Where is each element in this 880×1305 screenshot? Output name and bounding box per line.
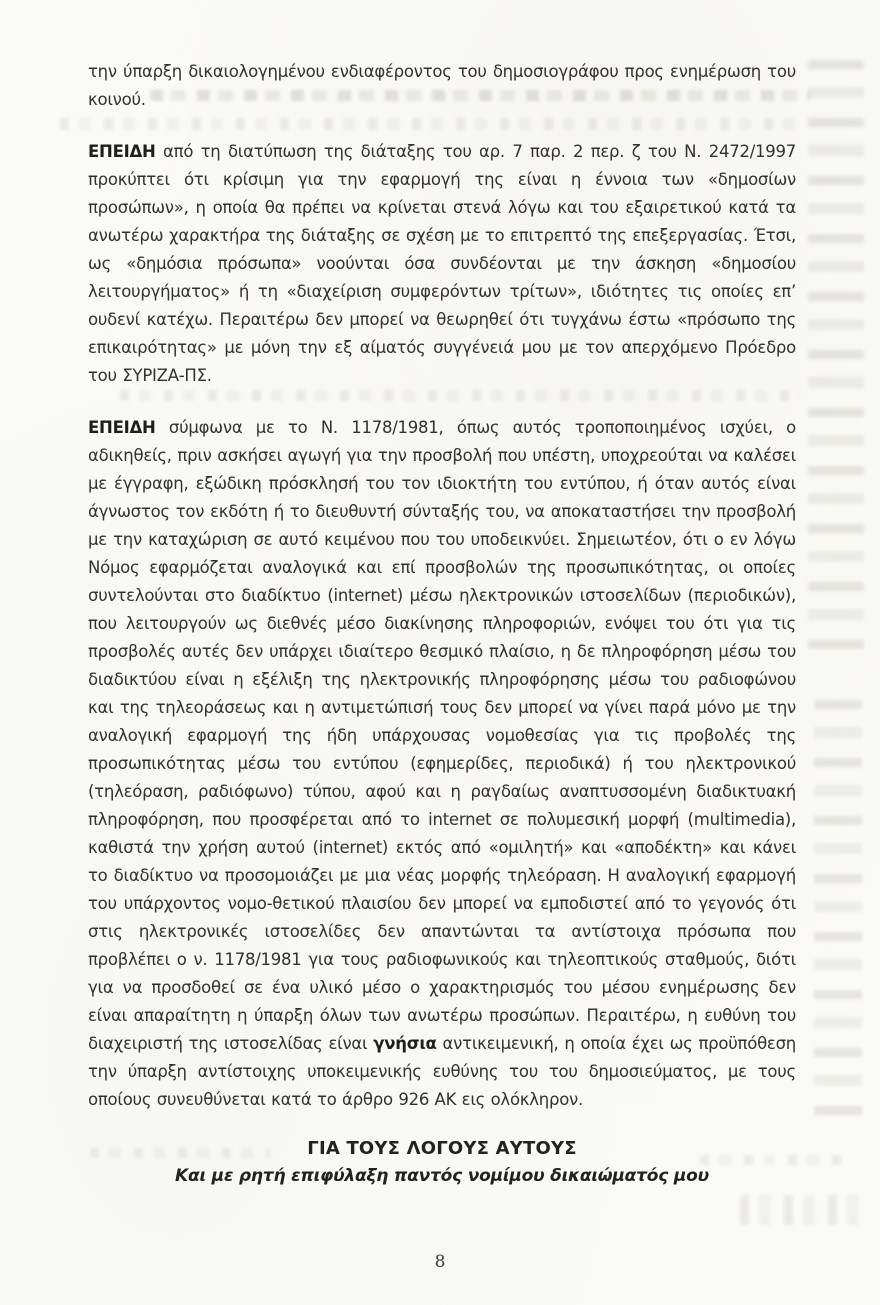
- text-run: αντικειμενική, η οποία έχει ως προϋπόθεση την ύπαρξη αντίστοιχης υποκειμενικής ευθύνης του του δημοσιεύματος, με τους οποίους συνευθύνεται κατά το άρθρο 926 ΑΚ εις ολόκληρον.: [88, 1034, 797, 1109]
- closing-block: [88, 1138, 796, 1186]
- paragraph-epeidi-1: [88, 138, 796, 390]
- text-run: την ύπαρξη δικαιολογημένου ενδιαφέροντος του δημοσιογράφου προς ενημέρωση του κοινού.: [88, 62, 796, 109]
- paragraph-continuation: [88, 58, 796, 114]
- bold-text-run: ΕΠΕΙΔΗ: [88, 418, 156, 437]
- scan-bleed-artifact: [808, 60, 864, 660]
- bold-text-run: ΕΠΕΙΔΗ: [88, 142, 156, 161]
- bold-text-run: γνήσια: [373, 1034, 437, 1053]
- scan-bleed-artifact: [814, 700, 862, 1120]
- document-body: [88, 58, 796, 1186]
- paragraph-epeidi-2: [88, 414, 796, 1114]
- closing-heading: ΓΙΑ ΤΟΥΣ ΛΟΓΟΥΣ ΑΥΤΟΥΣ: [307, 1138, 577, 1159]
- closing-reservation-line: Και με ρητή επιφύλαξη παντός νομίμου δικαιώματός μου: [175, 1166, 709, 1186]
- text-run: σύμφωνα με το Ν. 1178/1981, όπως αυτός τροποποιημένος ισχύει, ο αδικηθείς, πριν ασκήσει αγωγή για την προσβολή που υπέστη, υποχρεούται να καλέσει με έγγραφη, εξώδικη πρόσκλησή του τον ιδιοκτήτη του εντύπου, ή όταν αυτός είναι άγνωστος τον εκδότη ή το διευθυντή σύνταξής του, να αποκαταστήσει την προσβολή με την καταχώριση σε αυτό κειμένου που του υποδεικνύει. Σημειωτέον, ότι ο εν λόγω Νόμος εφαρμόζεται αναλογικά και επί προσβολών της προσωπικότητας, οι οποίες συντελούνται στο διαδίκτυο (internet) μέσω ηλεκτρονικών ιστοσελίδων (περιοδικών), που λειτουργούν ως διεθνές μέσο διακίνησης πληροφοριών, ενόψει του ότι για τις προσβολές αυτές δεν υπάρχει ιδιαίτερο θεσμικό πλαίσιο, η δε πληροφόρηση μέσω του διαδικτύου είναι η εξέλιξη της ηλεκτρονικής πληροφόρησης μέσω του ραδιοφώνου και της τηλεοράσεως και η αντιμετώπισή τους δεν μπορεί να γίνει παρά μόνο με την αναλογική εφαρμογή της ήδη υπάρχουσας νομοθεσίας για τις προβολές της προσωπικότητας μέσω του εντύπου (εφημερίδες, περιοδικά) ή του ηλεκτρονικού (τηλεόραση, ραδιόφωνο) τύπου, αφού και η ραγδαίως αναπτυσσομένη διαδικτυακή πληροφόρηση, που προσφέρεται από το internet σε πολυμεσική μορφή (multimedia), καθιστά την χρήση αυτού (internet) εκτός από «ομιλητή» και «αποδέκτη» και κάνει το διαδίκτυο να προσομοιάζει με μια νέας μορφής τηλεόραση. Η αναλογική εφαρμογή του υπάρχοντος νομο-θετικού πλαισίου δεν μπορεί να εμποδιστεί από το γεγονός ότι στις ηλεκτρονικές ιστοσελίδες δεν απαντώνται τα αντίστοιχα πρόσωπα που προβλέπει ο ν. 1178/1981 για τους ραδιοφωνικούς και τηλεοπτικούς σταθμούς, διότι για να προσδοθεί σε ένα υλικό μέσο ο χαρακτηρισμός του μέσου ενημέρωσης δεν είναι απαραίτητη η ύπαρξη όλων των ανωτέρω προσώπων. Περαιτέρω, η ευθύνη του διαχειριστή της ιστοσελίδας είναι: [88, 418, 796, 1053]
- scan-bleed-artifact: [740, 1195, 860, 1225]
- page-number: 8: [434, 1252, 446, 1272]
- text-run: από τη διατύπωση της διάταξης του αρ. 7 παρ. 2 περ. ζ του Ν. 2472/1997 προκύπτει ότι κρίσιμη για την εφαρμογή της είναι η έννοια των «δημοσίων προσώπων», η οποία θα πρέπει να κρίνεται στενά λόγω και του εξαιρετικού κατά τα ανωτέρω χαρακτήρα της διάταξης σε σχέση με το επιτρεπτό της επεξεργασίας. Έτσι, ως «δημόσια πρόσωπα» νοούνται όσα συνδέονται με την άσκηση «δημοσίου λειτουργήματος» ή τη «διαχείριση συμφερόντων τρίτων», ιδιότητες τις οποίες επ’ ουδενί κατέχω. Περαιτέρω δεν μπορεί να θεωρηθεί ότι τυγχάνω έστω «πρόσωπο της επικαιρότητας» με μόνη την εξ αίματός συγγένειά μου με τον απερχόμενο Πρόεδρο του ΣΥΡΙΖΑ-ΠΣ.: [88, 142, 796, 385]
